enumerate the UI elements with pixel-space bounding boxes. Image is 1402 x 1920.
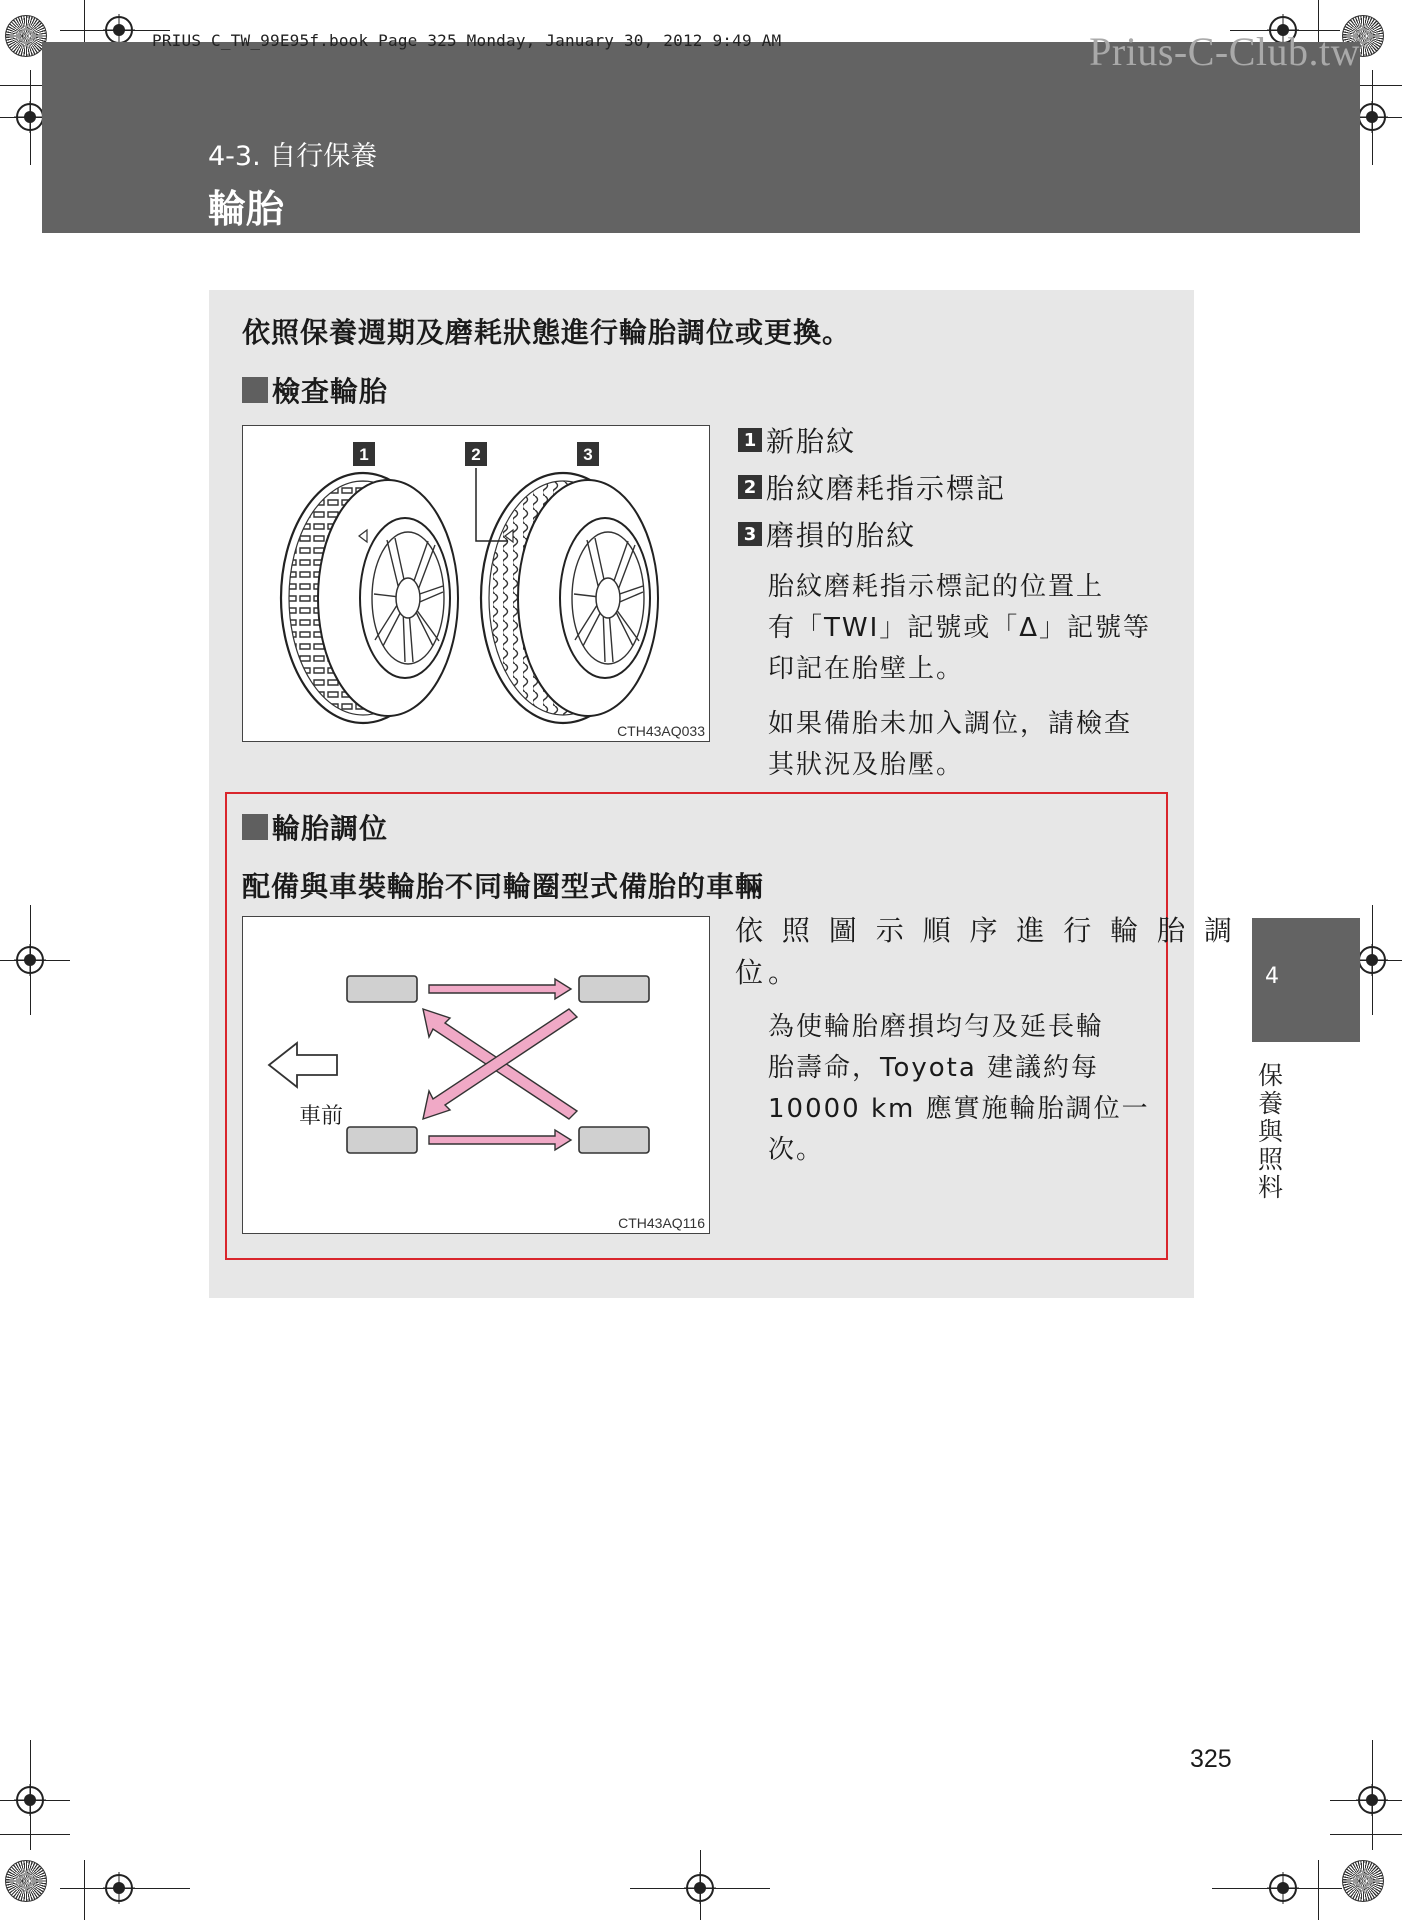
- page-number: 325: [1190, 1745, 1232, 1773]
- registration-target-icon: [1356, 101, 1388, 133]
- legend-item: [738, 467, 1006, 507]
- registration-target-icon: [14, 1784, 46, 1816]
- file-info: PRIUS C_TW_99E95f.book Page 325 Monday, January 30, 2012 9:49 AM: [152, 31, 782, 50]
- figure-code: CTH43AQ116: [618, 1215, 705, 1231]
- crop-line: [0, 1834, 70, 1835]
- inspection-heading: [242, 370, 388, 410]
- note-line: 有「TWI」記號或「Δ」記號等: [768, 613, 1152, 643]
- twi-note: [768, 567, 1151, 690]
- tire-illustration: [243, 426, 709, 741]
- chapter-number: 4: [1265, 964, 1279, 989]
- note-line: 依 照 圖 示 順 序 進 行 輪 胎 調: [735, 914, 1238, 947]
- figure-label-1: 1: [359, 445, 369, 464]
- crop-line: [1330, 1834, 1402, 1835]
- tire-rear-left: [579, 976, 649, 1002]
- section-square-icon: [242, 377, 268, 403]
- registration-rosette: [1342, 1860, 1384, 1902]
- chapter-label: 保養與照料: [1258, 1061, 1284, 1202]
- rotation-instruction: [735, 910, 1237, 994]
- note-line: 胎壽命，Toyota 建議約每: [768, 1053, 1100, 1083]
- section-square-icon: [242, 814, 268, 840]
- intro-text: 依照保養週期及磨耗狀態進行輪胎調位或更換。: [242, 316, 852, 349]
- tire-front-right: [347, 1127, 417, 1153]
- legend-text: 磨損的胎紋: [766, 519, 917, 552]
- note-line: 如果備胎未加入調位，請檢查: [768, 709, 1133, 739]
- legend-item: [738, 420, 856, 460]
- legend-item: [738, 514, 916, 554]
- figure-label-3: 3: [583, 445, 593, 464]
- tire-rear-right: [579, 1127, 649, 1153]
- note-line: 胎紋磨耗指示標記的位置上: [768, 572, 1105, 602]
- watermark: Prius-C-Club.tw: [1089, 29, 1360, 74]
- figure-label-2: 2: [471, 445, 481, 464]
- registration-target-icon: [1356, 1784, 1388, 1816]
- crop-line: [84, 1860, 85, 1920]
- registration-target-icon: [1267, 1872, 1299, 1904]
- registration-rosette: [5, 1860, 47, 1902]
- front-label: 車前: [299, 1104, 344, 1129]
- rotation-note: [768, 1007, 1150, 1171]
- registration-target-icon: [14, 944, 46, 976]
- legend-number: 1: [738, 428, 762, 452]
- legend-text: 新胎紋: [766, 425, 857, 458]
- spare-tire-note: [768, 704, 1132, 786]
- note-line: 位。: [735, 956, 802, 989]
- legend-number: 2: [738, 475, 762, 499]
- note-line: 10000 km 應實施輪胎調位一: [768, 1094, 1150, 1124]
- arrow-front-to-rear-right: [429, 1130, 571, 1150]
- tire-front-left: [347, 976, 417, 1002]
- rotation-heading-text: 輪胎調位: [272, 812, 389, 845]
- registration-target-icon: [1356, 944, 1388, 976]
- arrow-front-to-rear-left: [429, 979, 571, 999]
- figure-code: CTH43AQ033: [617, 723, 705, 739]
- section-number: 4-3. 自行保養: [208, 141, 378, 172]
- registration-rosette: [5, 15, 47, 57]
- note-line: 次。: [768, 1135, 825, 1165]
- note-line: 其狀況及胎壓。: [768, 750, 965, 780]
- rotation-figure: [242, 916, 710, 1234]
- legend-text: 胎紋磨耗指示標記: [766, 472, 1007, 505]
- rotation-diagram: [243, 917, 709, 1233]
- tire-tread-figure: [242, 425, 710, 742]
- registration-target-icon: [684, 1872, 716, 1904]
- note-line: 為使輪胎磨損均勻及延長輪: [768, 1012, 1105, 1042]
- crop-line: [1318, 1860, 1319, 1920]
- page-title: 輪胎: [208, 187, 285, 231]
- rotation-subheading: 配備與車裝輪胎不同輪圈型式備胎的車輛: [242, 870, 765, 903]
- front-direction-icon: [269, 1043, 337, 1087]
- rotation-heading: [242, 807, 388, 847]
- note-line: 印記在胎壁上。: [768, 654, 965, 684]
- registration-target-icon: [103, 1872, 135, 1904]
- inspection-heading-text: 檢查輪胎: [272, 375, 389, 408]
- legend-number: 3: [738, 522, 762, 546]
